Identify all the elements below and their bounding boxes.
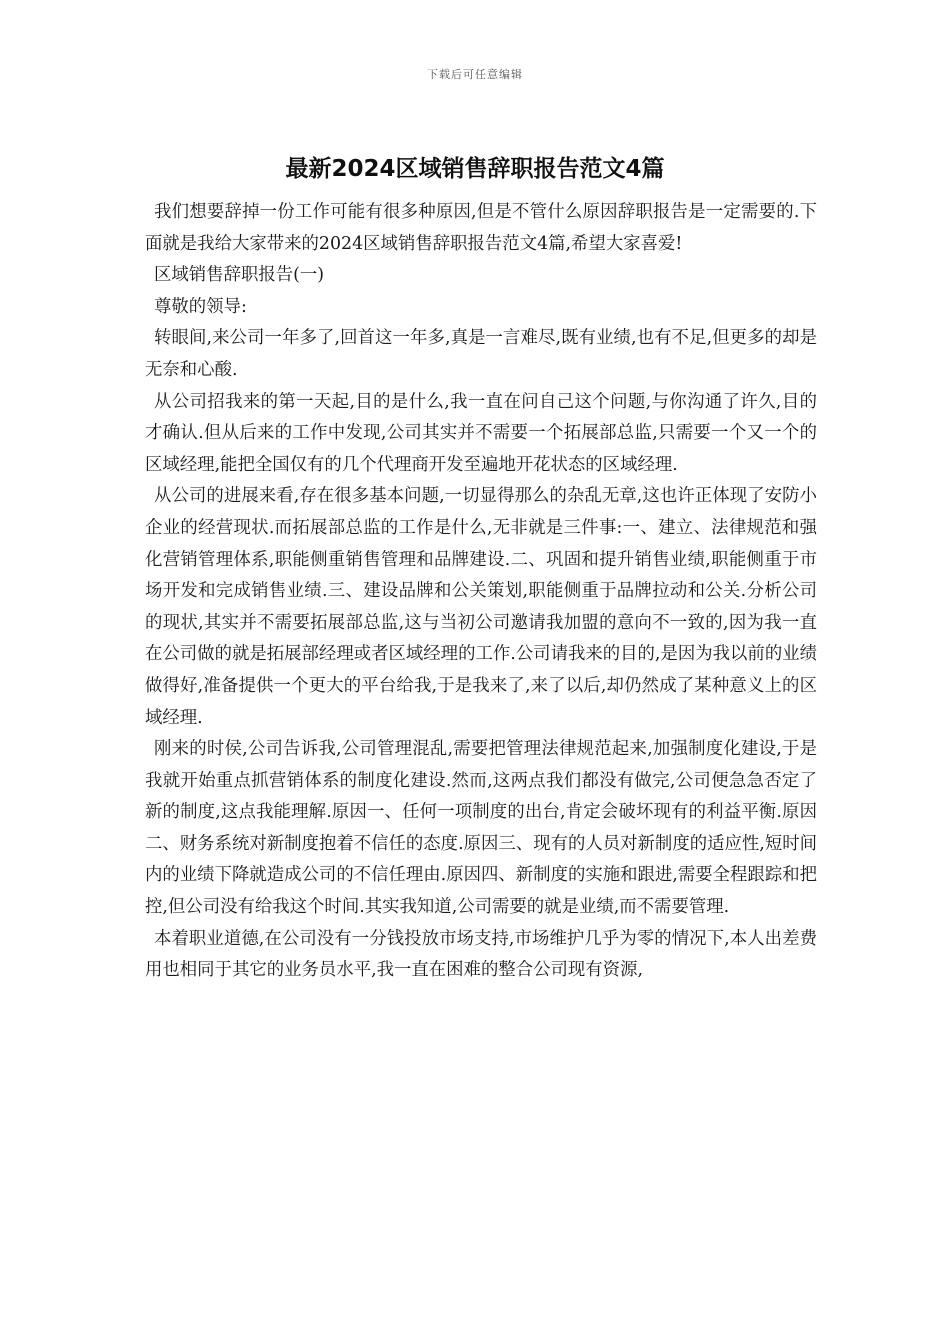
section-heading: 区域销售辞职报告(一) [154,265,325,286]
body-paragraph: 本着职业道德,在公司没有一分钱投放市场支持,市场维护几乎为零的情况下,本人出差费用也相同于其它的业务员水平,我一直在困难的整合公司现有资源, [145,928,817,981]
header-note: 下载后可任意编辑 [427,68,523,81]
body-paragraph: 从公司招我来的第一天起,目的是什么,我一直在问自己这个问题,与你沟通了许久,目的才确认.但从后来的工作中发现,公司其实并不需要一个拓展部总监,只需要一个又一个的区域经理,能把全国仅有的几个代理商开发至遍地开花状态的区域经理. [145,391,817,475]
salutation: 尊敬的领导: [154,296,247,317]
body-paragraph: 刚来的时侯,公司告诉我,公司管理混乱,需要把管理法律规范起来,加强制度化建设,于是我就开始重点抓营销体系的制度化建设.然而,这两点我们都没有做完,公司便急急否定了新的制度,这点我能理解.原因一、任何一项制度的出台,肯定会破坏现有的利益平衡.原因二、财务系统对新制度抱着不信任的态度.原因三、现有的人员对新制度的适应性,短时间内的业绩下降就造成公司的不信任理由.原因四、新制度的实施和跟进,需要全程跟踪和把控,但公司没有给我这个时间.其实我知道,公司需要的就是业绩,而不需要管理. [145,739,817,918]
document-body [145,197,817,987]
body-paragraph: 从公司的进展来看,存在很多基本问题,一切显得那么的杂乱无章,这也许正体现了安防小企业的经营现状.而拓展部总监的工作是什么,无非就是三件事:一、建立、法律规范和强化营销管理体系,职能侧重销售管理和品牌建设.二、巩固和提升销售业绩,职能侧重于市场开发和完成销售业绩.三、建设品牌和公关策划,职能侧重于品牌拉动和公关.分析公司的现状,其实并不需要拓展部总监,这与当初公司邀请我加盟的意向不一致的,因为我一直在公司做的就是拓展部经理或者区域经理的工作.公司请我来的目的,是因为我以前的业绩做得好,准备提供一个更大的平台给我,于是我来了,来了以后,却仍然成了某种意义上的区域经理. [145,486,817,728]
body-paragraph: 转眼间,来公司一年多了,回首这一年多,真是一言难尽,既有业绩,也有不足,但更多的却是无奈和心酸. [145,328,817,380]
document-title: 最新2024区域销售辞职报告范文4篇 [285,156,665,182]
intro-paragraph: 我们想要辞掉一份工作可能有很多种原因,但是不管什么原因辞职报告是一定需要的.下面就是我给大家带来的2024区域销售辞职报告范文4篇,希望大家喜爱! [145,202,817,254]
